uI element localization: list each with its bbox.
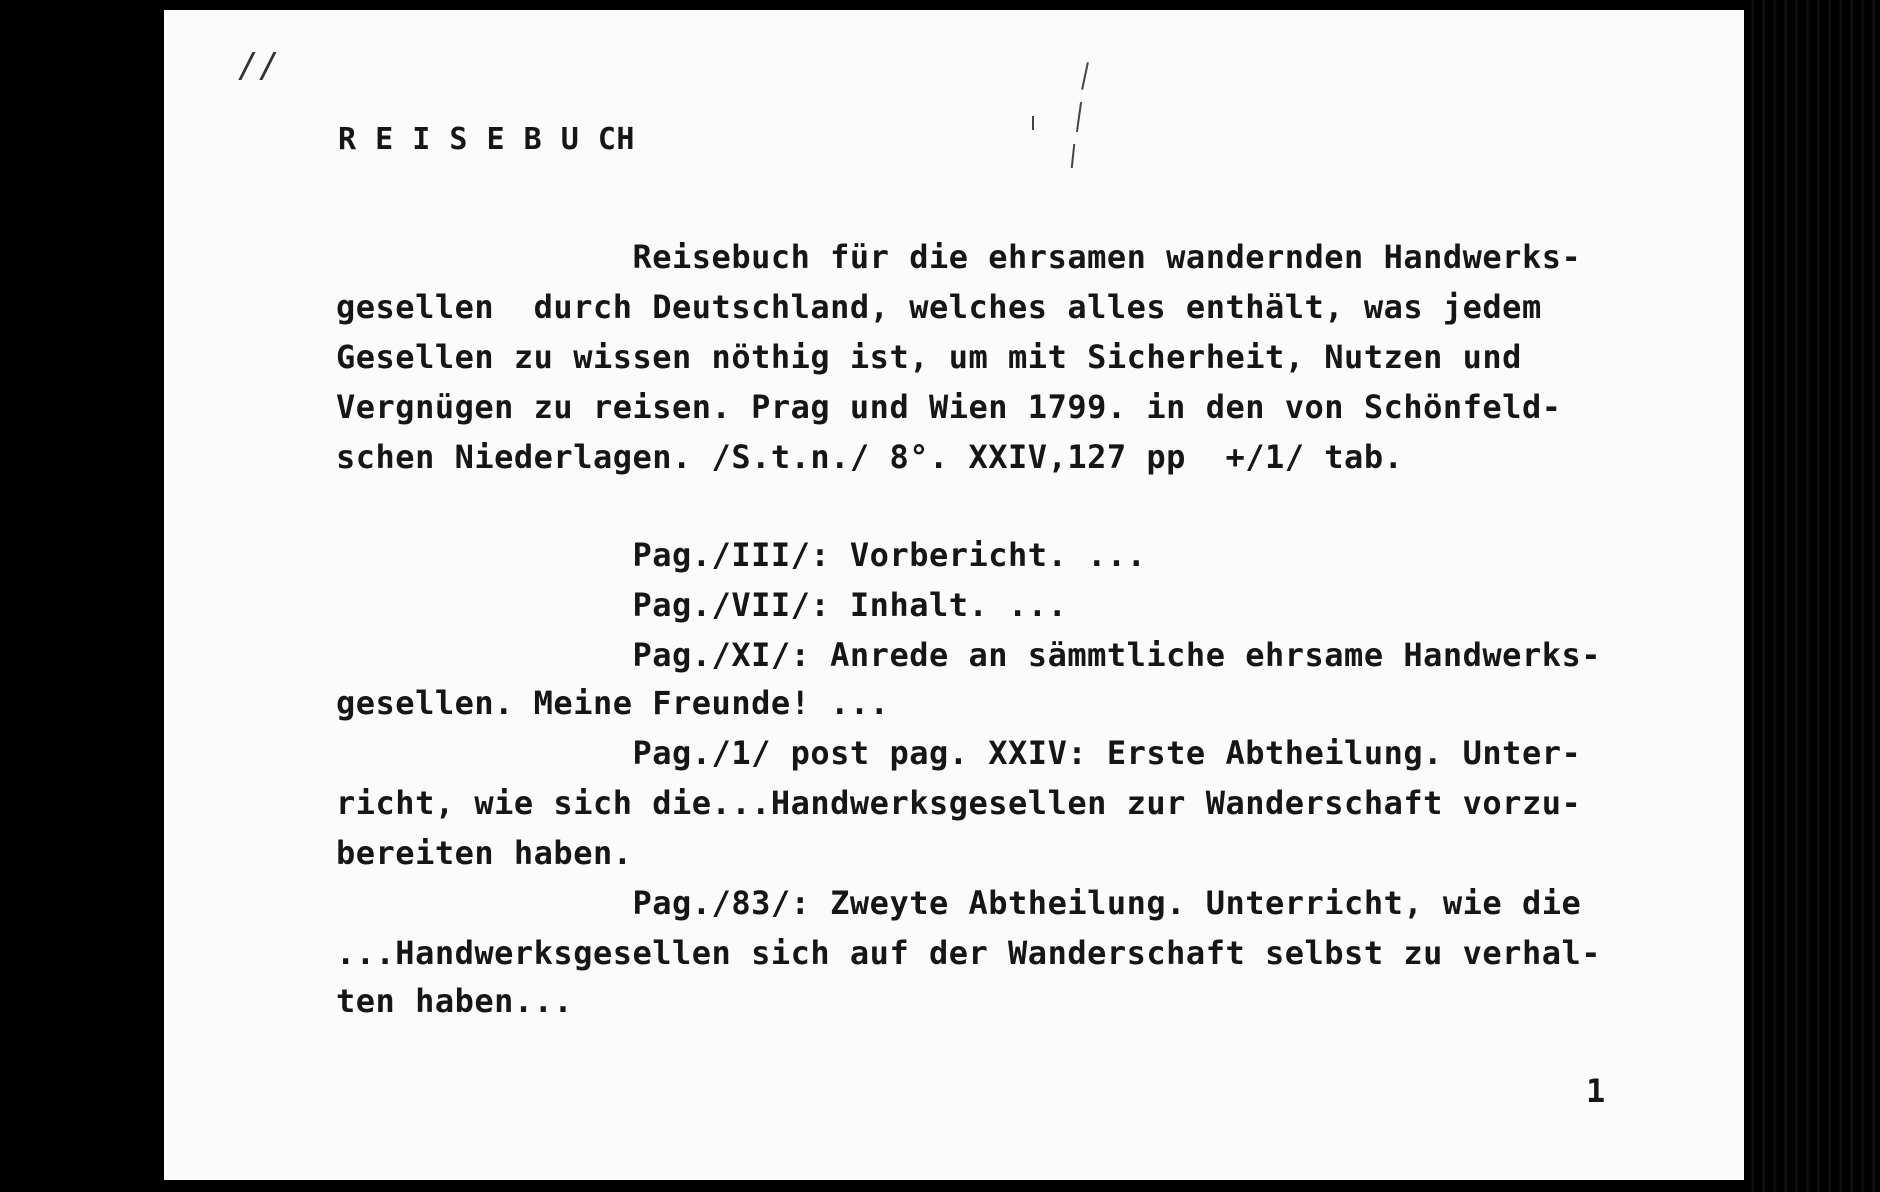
card-line: Pag./III/: Vorbericht. ... — [336, 536, 1147, 574]
scan-edge — [1744, 0, 1880, 1192]
card-line: bereiten haben. — [336, 834, 633, 872]
card-line: Pag./83/: Zweyte Abtheilung. Unterricht, wie die — [336, 884, 1582, 922]
handwritten-mark: // — [238, 46, 280, 86]
card-line: ...Handwerksgesellen sich auf der Wanderschaft selbst zu verhal- — [336, 934, 1601, 972]
card-paper — [164, 10, 1744, 1180]
card-line: ten haben... — [336, 982, 574, 1020]
pencil-stroke — [1071, 144, 1075, 168]
card-line: Pag./1/ post pag. XXIV: Erste Abtheilung. Unter- — [336, 734, 1582, 772]
card-line: Pag./VII/: Inhalt. ... — [336, 586, 1068, 624]
pencil-stroke — [1076, 102, 1082, 132]
card-line: Pag./XI/: Anrede an sämmtliche ehrsame Handwerks- — [336, 636, 1601, 674]
card-line: gesellen. Meine Freunde! ... — [336, 684, 890, 722]
card-line: Vergnügen zu reisen. Prag und Wien 1799. in den von Schönfeld- — [336, 388, 1562, 426]
card-line: schen Niederlagen. /S.t.n./ 8°. XXIV,127 pp +/1/ tab. — [336, 438, 1404, 476]
card-title: R E I S E B U CH — [338, 122, 635, 157]
card-line: Gesellen zu wissen nöthig ist, um mit Sicherheit, Nutzen und — [336, 338, 1522, 376]
page-number: 1 — [1586, 1072, 1606, 1110]
card-line: gesellen durch Deutschland, welches alles enthält, was jedem — [336, 288, 1542, 326]
card-line: Reisebuch für die ehrsamen wandernden Handwerks- — [336, 238, 1582, 276]
card-line: richt, wie sich die...Handwerksgesellen zur Wanderschaft vorzu- — [336, 784, 1582, 822]
pencil-stroke — [1081, 62, 1089, 90]
pencil-stroke — [1032, 116, 1034, 130]
